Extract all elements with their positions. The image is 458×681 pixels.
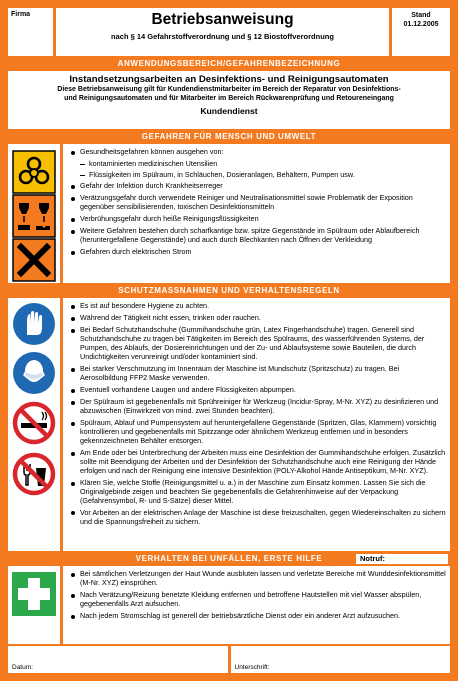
protection-item: Bei Bedarf Schutzhandschuhe (Gummihandschuhe grün, Latex Fingerhandschuhe) tragen. Generell sind Schutzhandschuhe zu tragen bei Tätigkeiten im Bereich des Spülraums, des wasserführenden Systems, der Pumpen, des Ablaufs, der Dosiereinrichtungen und der Zu- und Ablaufsysteme sowie Bauteilen, die durch Undichtigkeiten verunreinigt und/oder kontaminiert sind. [67, 326, 446, 362]
first-aid-item: Nach Verätzung/Reizung benetzte Kleidung entfernen und betroffene Hautstellen mit viel Wasser abspülen, gegebenenfalls Arzt aufsuchen. [67, 591, 446, 609]
hazard-item: Gesundheitsgefahren können ausgehen von: [67, 148, 446, 157]
section-heading-application: ANWENDUNGSBEREICH/GEFAHRENBEZEICHNUNG [117, 59, 341, 68]
hazard-subitem: Flüssigkeiten im Spülraum, in Schläuchen, Dosieranlagen, Behältern, Pumpen usw. [67, 171, 446, 180]
date-field[interactable] [8, 646, 228, 673]
footer [8, 646, 450, 673]
protection-item: Während der Tätigkeit nicht essen, trinken oder rauchen. [67, 314, 446, 323]
protection-section [8, 298, 450, 551]
application-title: Instandsetzungsarbeiten an Desinfektions- und Reinigungsautomaten [69, 74, 389, 85]
page-title: Betriebsanweisung [151, 11, 294, 28]
signature-label: Unterschrift: [234, 664, 270, 671]
mask-icon [12, 351, 56, 395]
first-aid-item: Nach jedem Stromschlag ist generell der betriebsärztliche Dienst oder ein anderer Arzt aufzusuchen. [67, 612, 446, 621]
title-box [56, 8, 389, 56]
protection-item: Vor Arbeiten an der elektrischen Anlage der Maschine ist diese freizuschalten, gegen Wiedereinschalten zu sichern und die Spannungsfreiheit zu sichern. [67, 509, 446, 527]
hazard-item: Verätzungsgefahr durch verwendete Reiniger und Neutralisationsmittel sowie Problematik der Exposition gegenüber sensibilisierenden, toxischen Desinfektionsmitteln [67, 194, 446, 212]
protection-item: Es ist auf besondere Hygiene zu achten. [67, 302, 446, 311]
no-smoking-icon [12, 401, 56, 445]
header [8, 8, 450, 56]
protection-item: Spülraum, Ablauf und Pumpensystem auf heruntergefallene Gegenstände (Spritzen, Glas, Klammern) vorsichtig kontrollieren und gegebenenfalls mit Spitzzange oder ähnlichem Werkzeug entfernen und in besonders gekennzeichneten Behälter entsorgen. [67, 419, 446, 446]
harmful-x-icon [12, 238, 56, 282]
no-eating-drinking-icon [12, 452, 56, 496]
section-heading-first-aid [8, 553, 450, 565]
first-aid-icons [8, 566, 60, 644]
protection-text [63, 298, 450, 551]
application-box [8, 71, 450, 129]
first-aid-cross-icon [12, 572, 56, 616]
section-heading-protection: SCHUTZMASSNAHMEN UND VERHALTENSREGELN [118, 286, 340, 295]
operating-instruction-sheet [8, 8, 450, 673]
stand-box [392, 8, 450, 56]
application-group: Kundendienst [200, 106, 258, 117]
hazards-icons [8, 144, 60, 283]
notruf-label: Notruf: [356, 554, 448, 564]
protection-icons [8, 298, 60, 551]
stand-label: Stand [411, 12, 431, 19]
gloves-icon [12, 302, 56, 346]
first-aid-text [63, 566, 450, 644]
biohazard-icon [12, 150, 56, 194]
firma-label: Firma [8, 8, 53, 56]
page-subtitle: nach § 14 Gefahrstoffverordnung und § 12 Biostoffverordnung [111, 32, 334, 41]
signature-field[interactable] [231, 646, 451, 673]
hazard-item: Weitere Gefahren bestehen durch scharfkantige bzw. spitze Gegenstände im Spülraum oder Ablaufbereich (heruntergefallene Gegenstände) und auch durch Blechkanten nach Öffnen der Verkleidung [67, 227, 446, 245]
first-aid-item: Bei sämtlichen Verletzungen der Haut Wunde ausbluten lassen und verletzte Bereiche mit Wunddesinfektionsmittel (M-Nr. XYZ) einsprühen. [67, 570, 446, 588]
hazards-section [8, 144, 450, 283]
stand-date: 01.12.2005 [403, 21, 439, 28]
hazard-item: Gefahr der Infektion durch Krankheitserreger [67, 182, 446, 191]
hazard-item: Verbrühungsgefahr durch heiße Reinigungsflüssigkeiten [67, 215, 446, 224]
hazards-text [63, 144, 450, 283]
hazard-item: Gefahren durch elektrischen Strom [67, 248, 446, 257]
date-label: Datum: [12, 664, 33, 671]
hazard-subitem: kontaminierten medizinischen Utensilien [67, 160, 446, 169]
protection-item: Am Ende oder bei Unterbrechung der Arbeiten muss eine Desinfektion der Gummihandschuhe erfolgen. Zusätzlich sollte mit Beendigung der Arbeiten und der Desinfektion der Schutzhandschuhe auch eine Reinigung der Hände erfolgen und nach der Reinigung eine intensive Desinfektion (POLY-Alkohol Hände Antiseptikum, M-Nr. XYZ). [67, 449, 446, 476]
protection-item: Klären Sie, welche Stoffe (Reinigungsmittel u. a.) in der Maschine zum Einsatz kommen. Lassen Sie sich die Originalgebinde zeigen und beachten Sie gegebenenfalls die Gefahrenhinweise auf der Verpackung (Gefahrensymbol, R- und S-Sätze) dieser Mittel. [67, 479, 446, 506]
protection-item: Der Spülraum ist gegebenenfalls mit Sprühreiniger für Werkzeug (Incidur-Spray, M-Nr. XYZ) zu desinfizieren und abzuwischen (Einwirkzeit von mind. zwei Stunden beachten). [67, 398, 446, 416]
protection-item: Eventuell vorhandene Laugen und andere Flüssigkeiten abpumpen. [67, 386, 446, 395]
application-desc-line-2: und Reinigungsautomaten und für Mitarbeiter im Bereich Rückwarenprüfung und Retoureneingang [64, 94, 394, 102]
section-heading-hazards: GEFAHREN FÜR MENSCH UND UMWELT [141, 132, 317, 141]
protection-item: Bei starker Verschmutzung im Innenraum der Maschine ist Mundschutz (Spritzschutz) zu tragen. Bei Aerosolbildung FFP2 Maske verwenden. [67, 365, 446, 383]
application-desc-line-1: Diese Betriebsanweisung gilt für Kundendienstmitarbeiter im Bereich der Reparatur von Desinfektions- [57, 86, 401, 93]
first-aid-heading: VERHALTEN BEI UNFÄLLEN, ERSTE HILFE [135, 554, 323, 563]
first-aid-section [8, 566, 450, 644]
corrosive-icon [12, 194, 56, 238]
